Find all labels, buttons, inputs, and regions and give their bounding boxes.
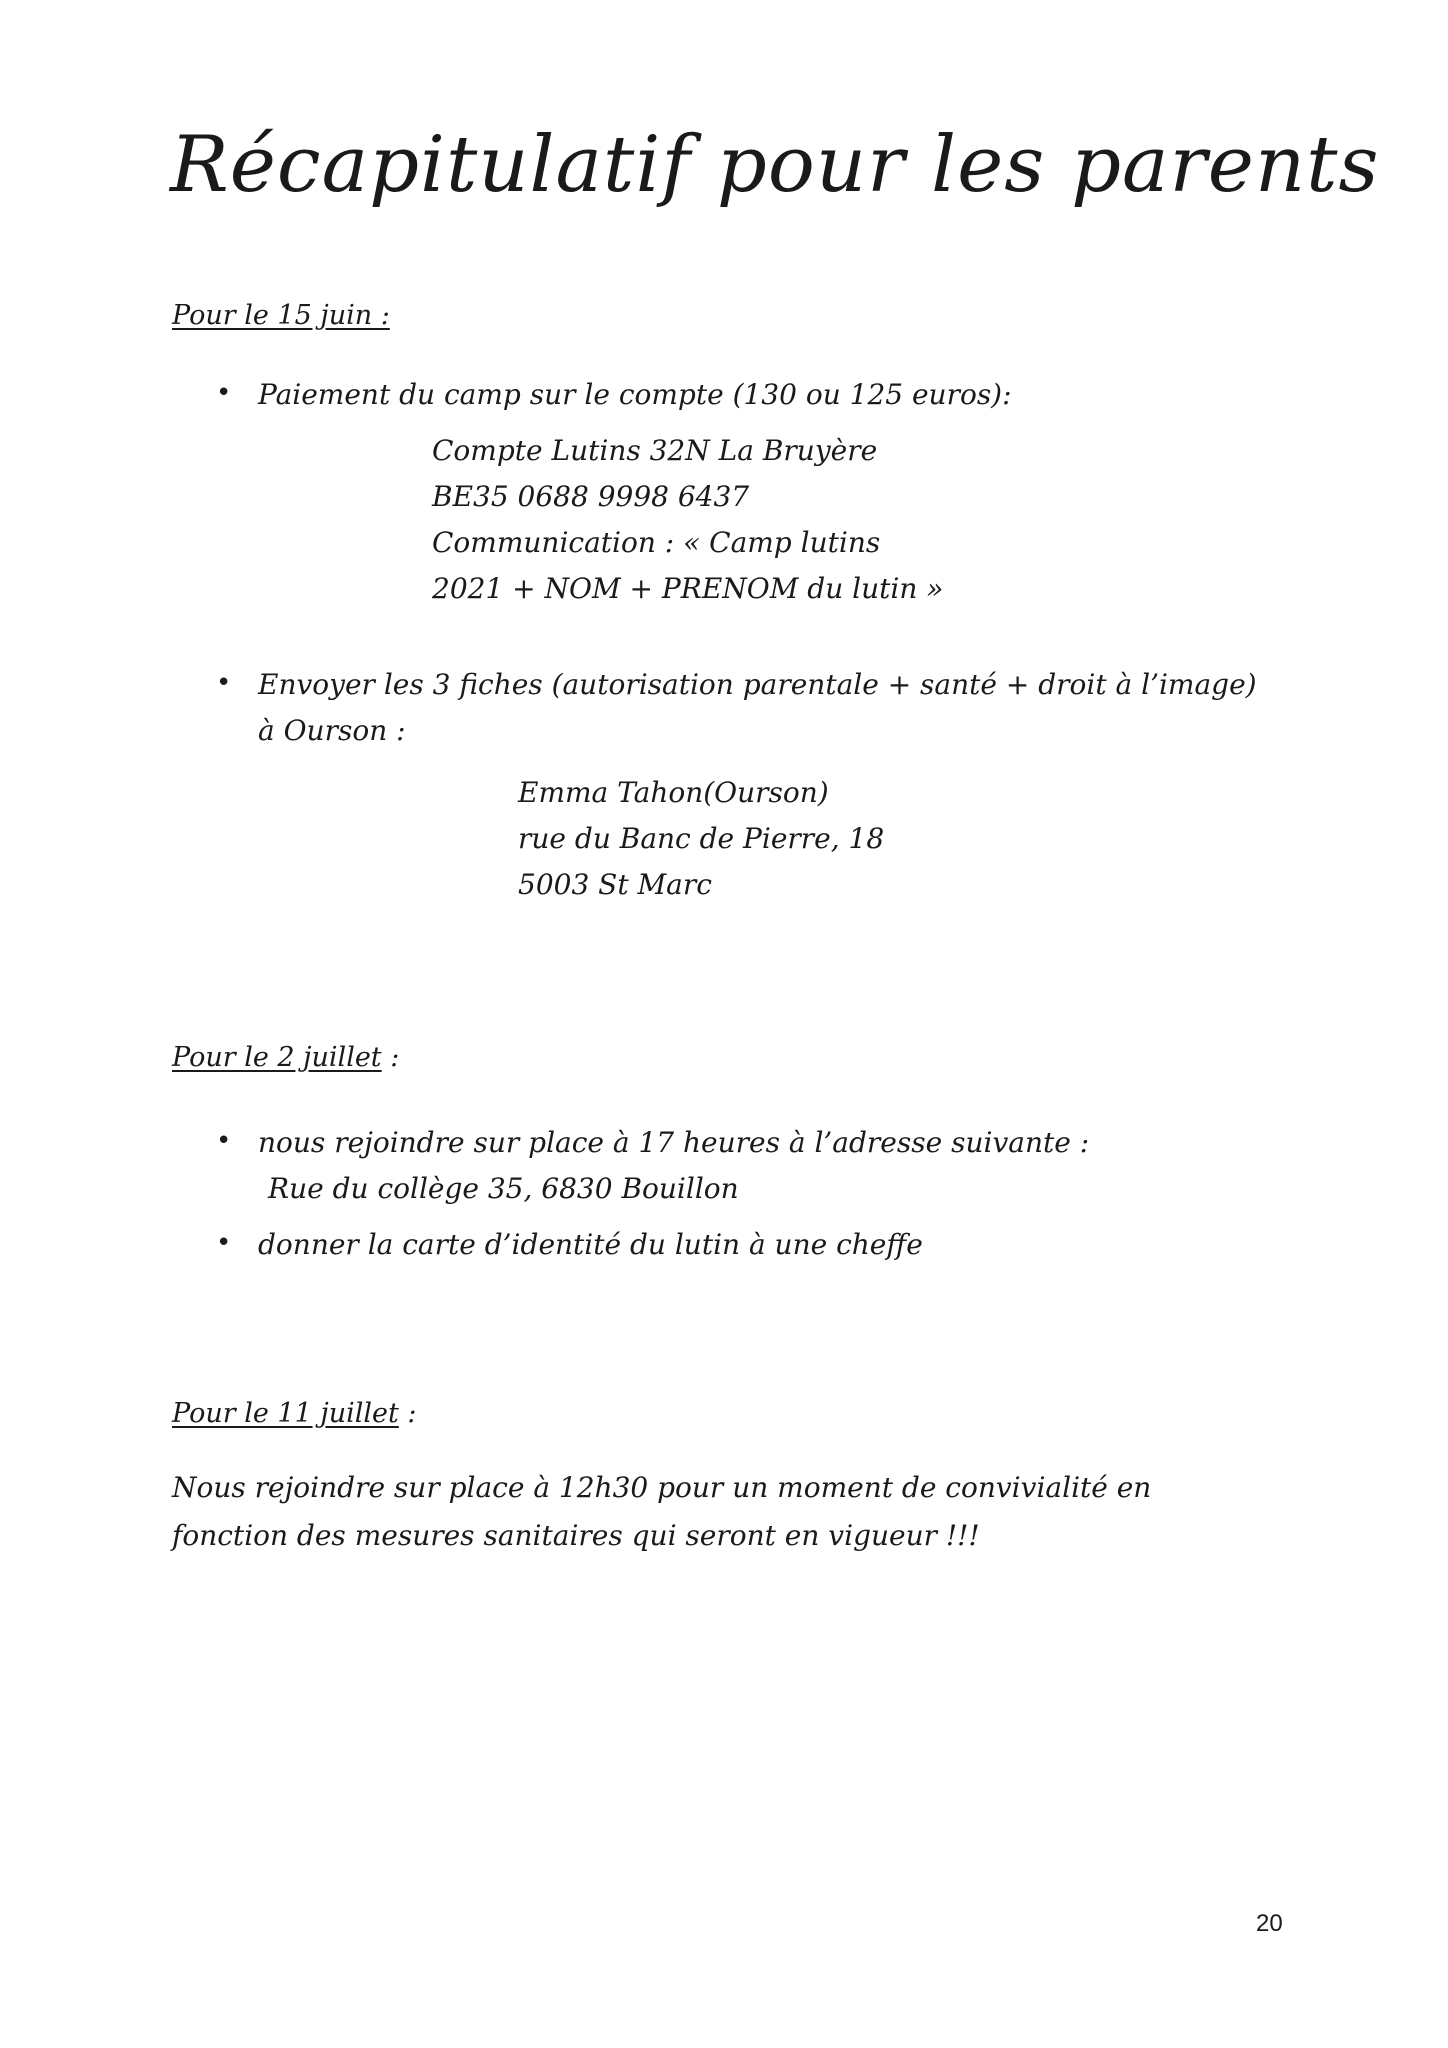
- address-name: Emma Tahon(Ourson): [518, 776, 829, 809]
- meeting-instruction: nous rejoindre sur place à 17 heures à l’adresse suivante :: [258, 1126, 1090, 1159]
- page-number: 20: [1256, 1910, 1283, 1937]
- section-heading-text: Pour le 11 juillet: [172, 1398, 399, 1429]
- section-heading-text: Pour le 15 juin :: [172, 300, 390, 331]
- payment-instruction: Paiement du camp sur le compte (130 ou 125 euros):: [258, 378, 1012, 411]
- bank-iban: BE35 0688 9998 6437: [432, 480, 750, 513]
- bullet: •: [216, 378, 232, 408]
- address-street: rue du Banc de Pierre, 18: [518, 822, 885, 855]
- section-heading-15-juin: [172, 300, 390, 331]
- address-city: 5003 St Marc: [518, 868, 712, 901]
- id-card-instruction: donner la carte d’identité du lutin à une cheffe: [258, 1228, 923, 1261]
- section-heading-11-juillet: [172, 1398, 417, 1429]
- meeting-address: Rue du collège 35, 6830 Bouillon: [268, 1172, 739, 1205]
- section-heading-suffix: :: [398, 1398, 417, 1429]
- bank-account-name: Compte Lutins 32N La Bruyère: [432, 434, 878, 467]
- bullet: •: [216, 1126, 232, 1156]
- send-forms-instruction: Envoyer les 3 fiches (autorisation parentale + santé + droit à l’image): [258, 668, 1257, 701]
- bank-communication-cont: 2021 + NOM + PRENOM du lutin »: [432, 572, 944, 605]
- section-heading-text: Pour le 2 juillet: [172, 1042, 382, 1073]
- closing-paragraph: [172, 1464, 1151, 1560]
- bullet: •: [216, 1228, 232, 1258]
- closing-line-2: fonction des mesures sanitaires qui seront en vigueur !!!: [172, 1519, 980, 1552]
- send-forms-instruction-cont: à Ourson :: [258, 714, 406, 747]
- bullet: •: [216, 668, 232, 698]
- bank-communication: Communication : « Camp lutins: [432, 526, 881, 559]
- page-title: Récapitulatif pour les parents: [170, 120, 1380, 210]
- section-heading-suffix: :: [381, 1042, 400, 1073]
- mailing-address: [518, 770, 884, 908]
- section-heading-2-juillet: [172, 1042, 399, 1073]
- bank-details: [432, 428, 943, 612]
- closing-line-1: Nous rejoindre sur place à 12h30 pour un moment de convivialité en: [172, 1471, 1152, 1504]
